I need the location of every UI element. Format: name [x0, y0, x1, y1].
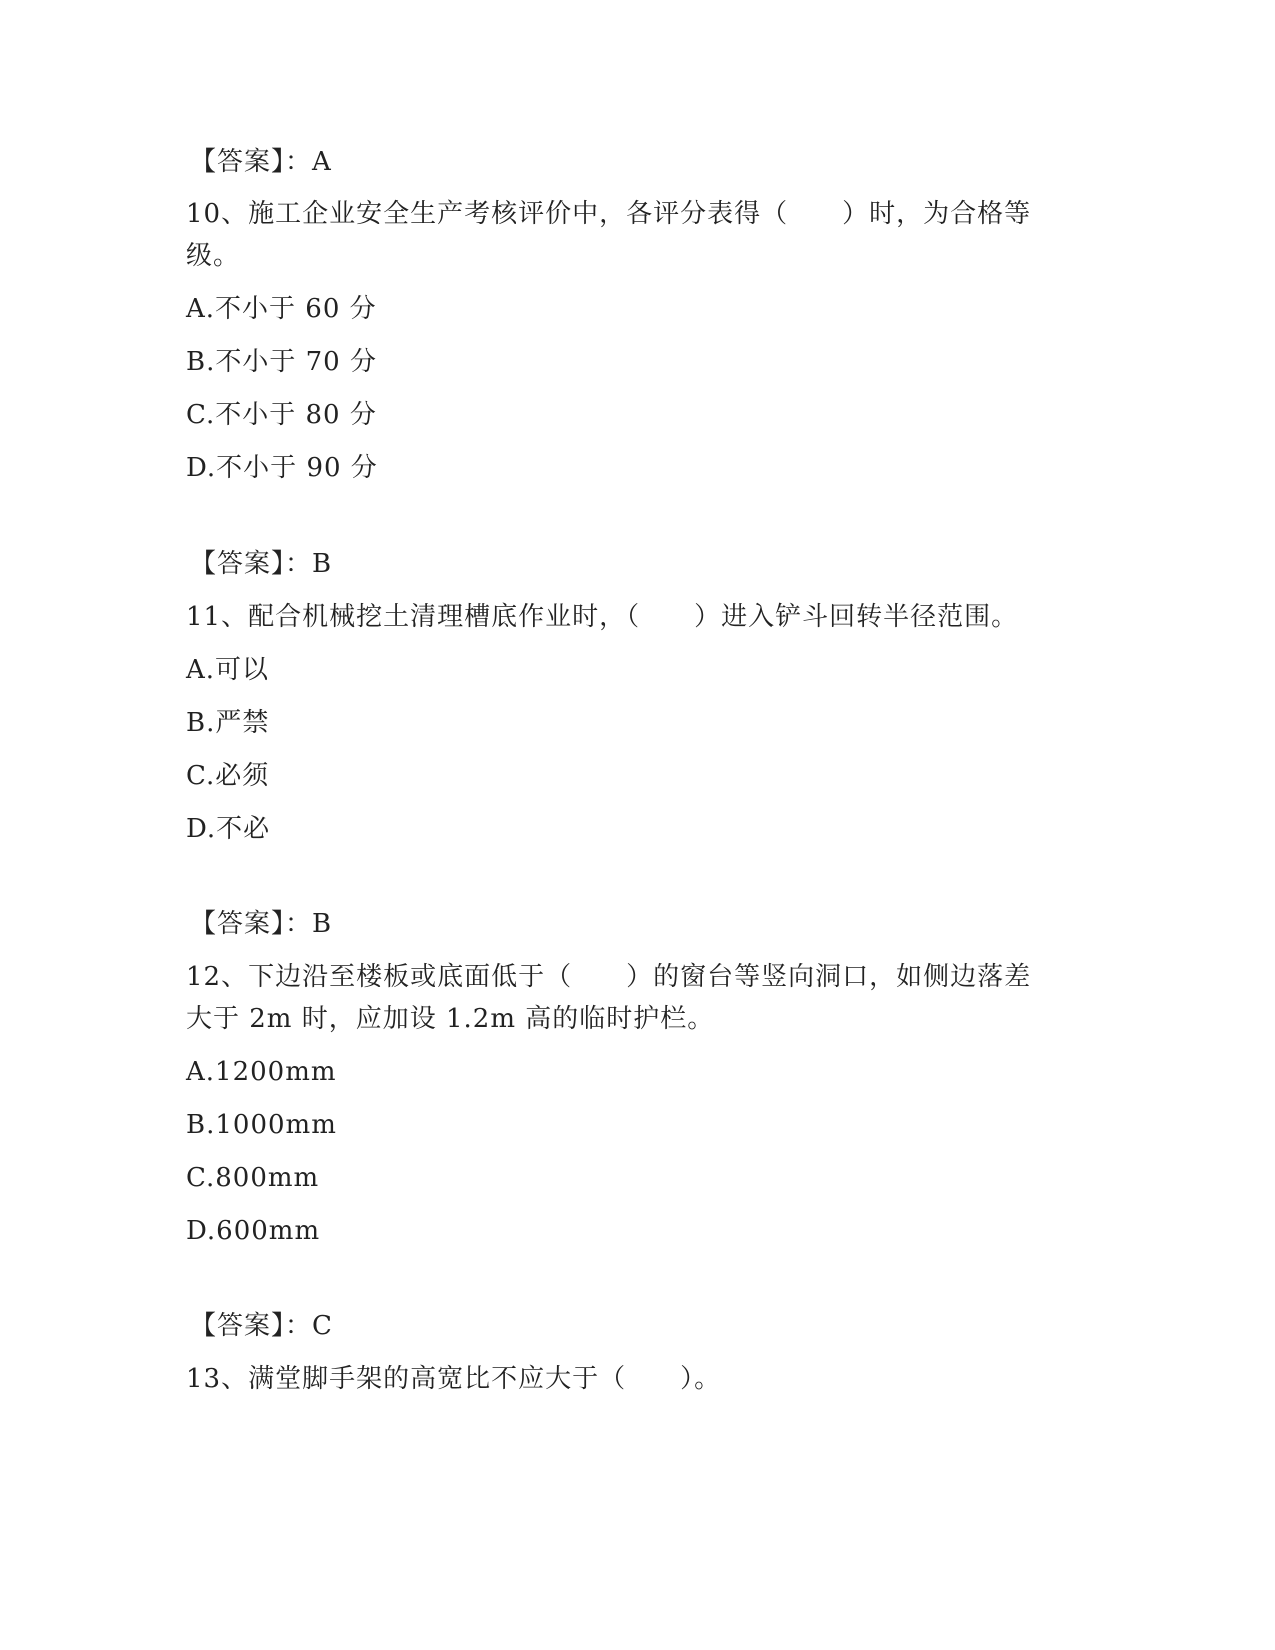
- option-c: C.不小于 80 分: [186, 400, 377, 430]
- answer-line: 【答案】：B: [190, 909, 333, 939]
- option-d: D.不必: [186, 814, 271, 844]
- option-d: D.600mm: [186, 1216, 321, 1246]
- option-b: B.1000mm: [186, 1110, 337, 1140]
- option-c: C.必须: [186, 761, 270, 791]
- option-a: A.可以: [186, 655, 270, 685]
- option-b: B.不小于 70 分: [186, 347, 377, 377]
- question-text: 11、配合机械挖土清理槽底作业时，（ ）进入铲斗回转半径范围。: [186, 602, 1019, 632]
- option-b: B.严禁: [186, 708, 270, 738]
- answer-line: 【答案】：B: [190, 549, 333, 579]
- option-d: D.不小于 90 分: [186, 453, 378, 483]
- option-a: A.不小于 60 分: [186, 294, 377, 324]
- question-text: 13、满堂脚手架的高宽比不应大于（ ）。: [186, 1364, 722, 1394]
- answer-line: 【答案】：C: [190, 1311, 333, 1341]
- question-text: 级。: [186, 241, 241, 271]
- question-text: 12、下边沿至楼板或底面低于（ ）的窗台等竖向洞口，如侧边落差: [186, 962, 1032, 992]
- option-a: A.1200mm: [186, 1057, 337, 1087]
- question-text: 大于 2m 时，应加设 1.2m 高的临时护栏。: [186, 1004, 715, 1034]
- answer-line: 【答案】：A: [190, 147, 332, 177]
- option-c: C.800mm: [186, 1163, 320, 1193]
- question-text: 10、施工企业安全生产考核评价中，各评分表得（ ）时，为合格等: [186, 199, 1032, 229]
